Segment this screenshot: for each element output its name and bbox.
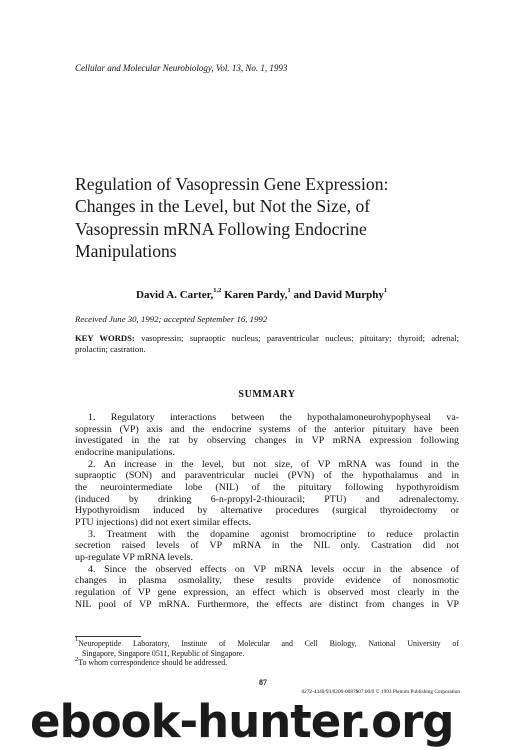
author-list [136, 288, 476, 302]
text-line: up-regulate VP mRNA levels. [75, 551, 193, 563]
text-line: 2. An increase in the level, but not size, of VP mRNA was found in the [88, 458, 459, 470]
footnote-text: Neuropeptide Laboratory, Institute of Molecular and Cell Biology, National University of [78, 639, 459, 648]
footnote-mark: 2 [75, 655, 79, 663]
footnote-text: Singapore, Singapore 0511, Republic of Singapore. [82, 648, 245, 658]
footnote-text: To whom correspondence should be addressed. [78, 658, 228, 668]
title-line-2: Changes in the Level, but Not the Size, of [75, 196, 371, 217]
footnote-rule [75, 636, 141, 637]
author-name: David A. Carter, [136, 289, 214, 301]
keywords-line: prolactin; castration. [75, 343, 146, 354]
page-number: 87 [259, 678, 267, 687]
text-line: secretion raised levels of VP mRNA in the NIL only. Castration did not [75, 540, 459, 552]
keywords-line [75, 333, 459, 344]
keywords-label: KEY WORDS: [75, 333, 135, 343]
text-line: changes in plasma osmolality, these results provide evidence of nonosmotic [75, 575, 459, 587]
summary-paragraph-3 [75, 529, 459, 564]
text-line: supraoptic (SON) and paraventricular nuclei (PVN) of the hypothalamus and in [75, 470, 459, 482]
summary-paragraph-2 [75, 459, 459, 529]
article-title [75, 173, 485, 262]
summary-paragraph-4 [75, 564, 459, 611]
footnote-mark: 1 [75, 636, 79, 644]
text-line: 3. Treatment with the dopamine agonist bromocriptine to reduce prolactin [88, 528, 459, 540]
copyright-line: 0272-4340/93/0200-0087$07.00/0 © 1993 Plenum Publishing Corporation [301, 689, 460, 695]
author-name: and David Murphy [293, 289, 384, 301]
summary-body [75, 412, 459, 610]
text-line: investigated in the rat by observing changes in VP mRNA expression following [75, 435, 459, 447]
text-line: (induced by drinking 6-n-propyl-2-thiouracil; PTU) and adrenalectomy. [75, 493, 459, 505]
summary-heading: SUMMARY [238, 389, 296, 400]
text-line: Hypothyroidism induced by alternative procedures (surgical thyroidectomy or [75, 505, 459, 517]
title-line-3: Vasopressin mRNA Following Endocrine [75, 218, 367, 239]
author-name: Karen Pardy, [224, 289, 288, 301]
received-dates: Received June 30, 1992; accepted September 16, 1992 [75, 314, 268, 324]
text-line: endocrine manipulations. [75, 446, 175, 458]
footnote-2 [75, 655, 459, 668]
keywords [75, 333, 459, 354]
footnote-1 [75, 636, 459, 649]
author-affiliation-mark: 1 [383, 287, 388, 295]
text-line: regulation of VP gene expression, an effect which is observed most clearly in the [75, 586, 459, 598]
text-line: NIL pool of VP mRNA. Furthermore, the effects are distinct from changes in VP [75, 598, 459, 610]
text-line: the neurointermediate lobe (NIL) of the pituitary following hypothyroidism [75, 481, 459, 493]
journal-citation: Cellular and Molecular Neurobiology, Vol. 13, No. 1, 1993 [75, 63, 288, 73]
text-line: PTU injections) did not exert similar effects. [75, 516, 252, 528]
title-line-1: Regulation of Vasopressin Gene Expression: [75, 174, 389, 194]
summary-paragraph-1 [75, 412, 459, 459]
watermark-logo: ebook-hunter.org [30, 695, 454, 748]
footnotes [75, 636, 459, 668]
author-affiliation-mark: 1 [287, 287, 291, 295]
author-affiliation-mark: 1,2 [213, 287, 222, 295]
keywords-text: vasopressin; supraoptic nucleus; paraventricular nucleus; pituitary; thyroid; adrenal; [141, 333, 459, 343]
text-line: 1. Regulatory interactions between the hypothalamoneurohypophyseal va- [88, 412, 459, 423]
text-line: 4. Since the observed effects on VP mRNA levels occur in the absence of [88, 563, 459, 575]
text-line: sopressin (VP) axis and the endocrine systems of the anterior pituitary have been [75, 423, 459, 435]
title-line-4: Manipulations [75, 240, 177, 261]
